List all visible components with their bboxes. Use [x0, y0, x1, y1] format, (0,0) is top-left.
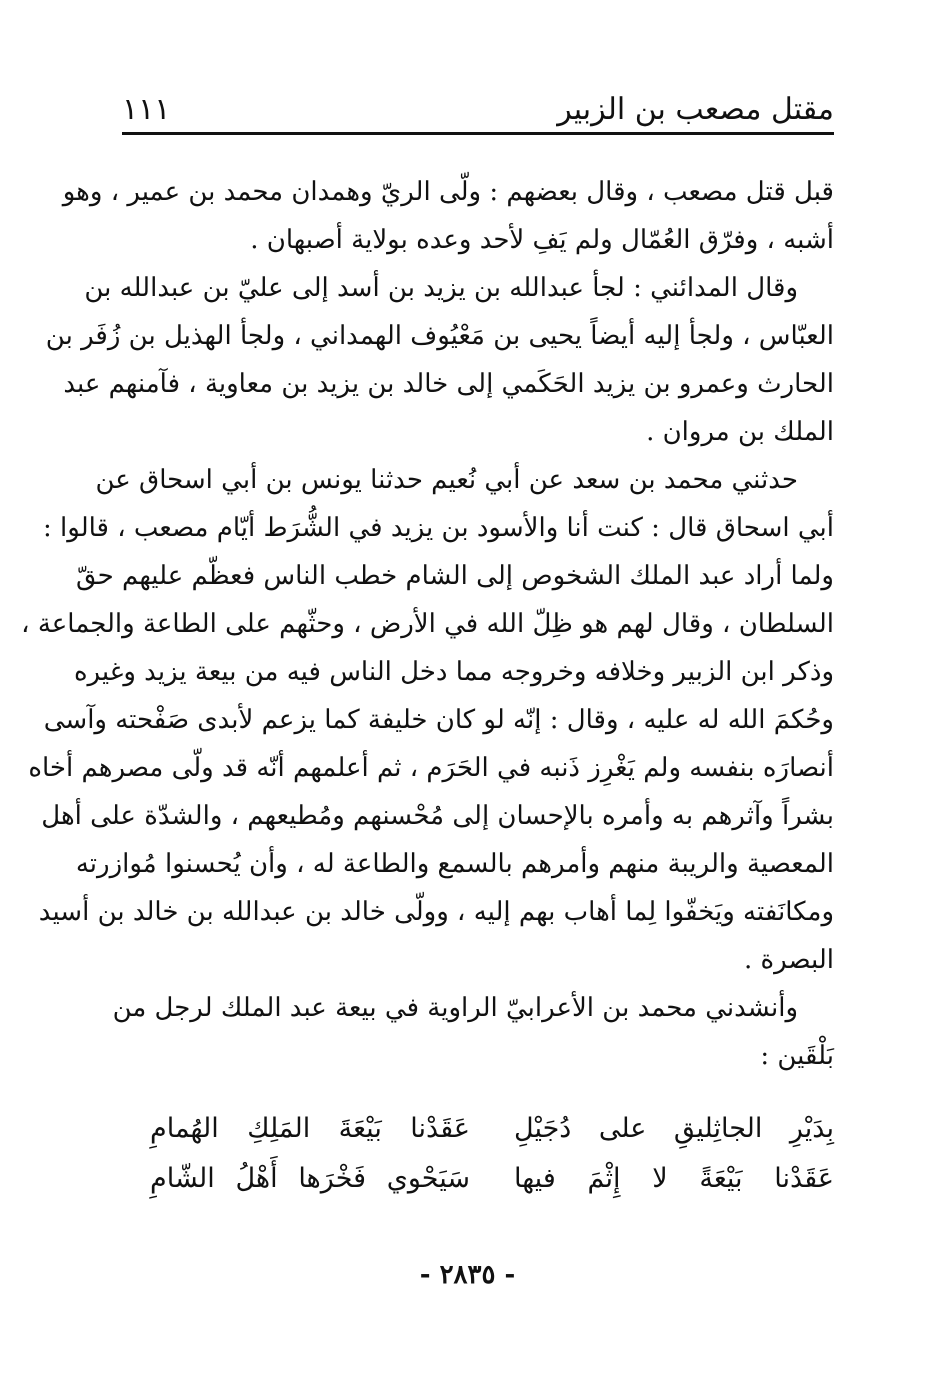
- text-line: الحارث وعمرو بن يزيد الحَكَمي إلى خالد بن يزيد بن معاوية ، فآمنهم عبد: [63, 369, 834, 399]
- text-line: بَلْقَين :: [760, 1041, 834, 1071]
- text-line: وقال المدائني : لجأ عبدالله بن يزيد بن أسد إلى عليّ بن عبدالله بن: [84, 273, 798, 303]
- text-line: وذكر ابن الزبير وخلافه وخروجه مما دخل الناس فيه من بيعة يزيد وغيره: [73, 657, 834, 687]
- text-line: وأنشدني محمد بن الأعرابيّ الراوية في بيعة عبد الملك لرجل من: [112, 993, 798, 1023]
- header-divider: [122, 132, 834, 135]
- text-line: المعصية والريبة منهم وأمرهم بالسمع والطاعة له ، وأن يُحسنوا مُوازرته: [75, 849, 834, 879]
- verse-first-hemistich: عَقَدْنا بَيْعَةً لا إِثْمَ فيها: [514, 1163, 834, 1194]
- text-line: بشراً وآثرهم به وأمره بالإحسان إلى مُحْسنهم ومُطيعهم ، والشدّة على أهل: [41, 801, 834, 831]
- text-line: ولما أراد عبد الملك الشخوص إلى الشام خطب الناس فعظّم عليهم حقّ: [76, 561, 834, 591]
- text-line: أنصارَه بنفسه ولم يَغْرِز ذَنبه في الحَرَم ، ثم أعلمهم أنّه قد ولّى مصرهم أخاه: [28, 753, 834, 783]
- verse-line: [150, 1104, 834, 1154]
- text-line: أشبه ، وفرّق العُمّال ولم يَفِ لأحد وعده بولاية أصبهان .: [250, 225, 834, 255]
- chapter-title: مقتل مصعب بن الزبير: [557, 92, 834, 127]
- text-line: قبل قتل مصعب ، وقال بعضهم : ولّى الريّ وهمدان محمد بن عمير ، وهو: [62, 177, 834, 207]
- text-line: وحُكمَ الله له عليه ، وقال : إنّه لو كان خليفة كما يزعم لأبدى صَفْحته وآسى: [43, 705, 834, 735]
- text-line: العبّاس ، ولجأ إليه أيضاً يحيى بن مَعْيُوف الهمداني ، ولجأ الهذيل بن زُفَر بن: [45, 321, 834, 351]
- verse-first-hemistich: بِدَيْرِ الجاثِليقِ على دُجَيْلِ: [514, 1113, 834, 1144]
- text-line: الملك بن مروان .: [646, 417, 834, 447]
- verse-second-hemistich: عَقَدْنا بَيْعَةَ المَلِكِ الهُمامِ: [150, 1113, 470, 1144]
- text-line: ومكانَفته ويَخفّوا لِما أهاب بهم إليه ، وولّى خالد بن عبدالله بن خالد بن أسيد: [38, 897, 834, 927]
- text-line: حدثني محمد بن سعد عن أبي نُعيم حدثنا يونس بن أبي اسحاق عن: [95, 465, 798, 495]
- verse-second-hemistich: سَيَحْوي فَخْرَها أَهْلُ الشّامِ: [150, 1163, 470, 1194]
- text-line: أبي اسحاق قال : كنت أنا والأسود بن يزيد في الشُّرَط أيّام مصعب ، قالوا :: [43, 513, 834, 543]
- text-line: البصرة .: [743, 945, 834, 975]
- verse-line: [150, 1154, 834, 1204]
- sheet-number: - ٢٨٣٥ -: [419, 1260, 516, 1290]
- running-header: [122, 84, 834, 130]
- poem: [150, 1104, 834, 1204]
- page-number: ١١١: [122, 92, 171, 127]
- main-text: [21, 168, 834, 1080]
- text-line: السلطان ، وقال لهم هو ظِلّ الله في الأرض ، وحثّهم على الطاعة والجماعة ،: [21, 609, 834, 639]
